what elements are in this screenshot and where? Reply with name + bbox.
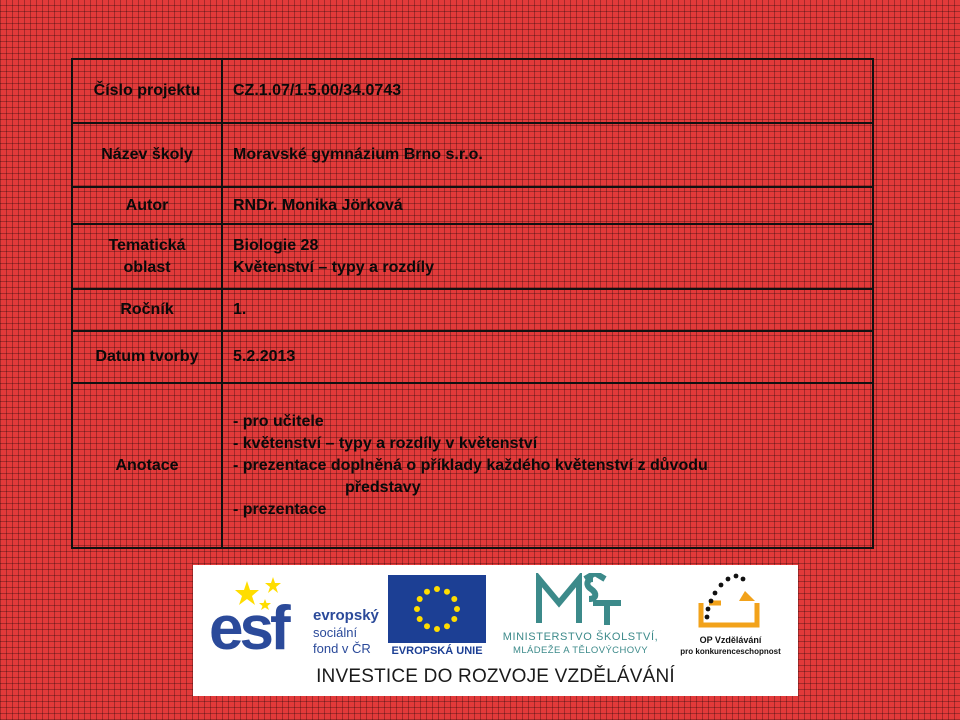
table-row (72, 224, 873, 289)
table-row (72, 383, 873, 548)
row-value (222, 331, 873, 383)
esf-line3: fond v ČR (313, 641, 371, 656)
esf-logo (209, 577, 379, 663)
value-line: Biologie 28 (233, 236, 319, 254)
esf-letters: esf (209, 594, 287, 663)
value-line: představy (345, 478, 421, 496)
esf-line1: evropský (313, 607, 379, 624)
row-label: Anotace (72, 383, 222, 548)
label-line: oblast (123, 258, 171, 276)
eu-logo (388, 575, 486, 659)
esf-line2: sociální (313, 625, 358, 640)
row-label (72, 224, 222, 289)
row-value (222, 383, 873, 548)
op-vzdelavani-icon (695, 573, 765, 631)
value-line: - květenství – typy a rozdíly v květenství (233, 434, 538, 452)
value-line: 5.2.2013 (233, 348, 296, 365)
op-logo (673, 573, 788, 659)
table-row (72, 59, 873, 123)
value-line: Květenství – typy a rozdíly (233, 258, 434, 276)
row-label: Ročník (72, 289, 222, 331)
row-label: Název školy (72, 123, 222, 187)
row-label: Číslo projektu (72, 59, 222, 123)
row-value (222, 187, 873, 224)
investice-caption: INVESTICE DO ROZVOJE VZDĚLÁVÁNÍ (316, 666, 675, 687)
row-value (222, 289, 873, 331)
table-row (72, 123, 873, 187)
msmt-monogram-icon (535, 573, 625, 627)
msmt-line1: MINISTERSTVO ŠKOLSTVÍ, (502, 631, 659, 643)
value-line: 1. (233, 301, 247, 318)
table-row (72, 331, 873, 383)
row-label: Autor (72, 187, 222, 224)
value-line: - prezentace doplněná o příklady každého květenství z důvodu (233, 456, 708, 474)
row-label: Datum tvorby (72, 331, 222, 383)
value-line: RNDr. Monika Jörková (233, 196, 403, 214)
msmt-logo (493, 573, 668, 659)
msmt-line2: MLÁDEŽE A TĚLOVÝCHOVY (513, 645, 648, 656)
label-line: Tematická (108, 236, 186, 254)
value-line: - prezentace (233, 500, 327, 518)
op-line2: pro konkurenceschopnost (680, 647, 781, 656)
value-line: - pro učitele (233, 412, 324, 430)
row-value (222, 224, 873, 289)
value-line: CZ.1.07/1.5.00/34.0743 (233, 82, 402, 99)
eu-flag-icon (388, 575, 486, 643)
value-line: Moravské gymnázium Brno s.r.o. (233, 146, 483, 163)
table-row (72, 187, 873, 224)
table-row (72, 289, 873, 331)
eu-caption: EVROPSKÁ UNIE (391, 645, 483, 657)
row-value (222, 123, 873, 187)
logo-strip (193, 565, 798, 696)
project-info-table (71, 58, 874, 549)
row-value (222, 59, 873, 123)
op-line1: OP Vzdělávání (699, 635, 762, 645)
